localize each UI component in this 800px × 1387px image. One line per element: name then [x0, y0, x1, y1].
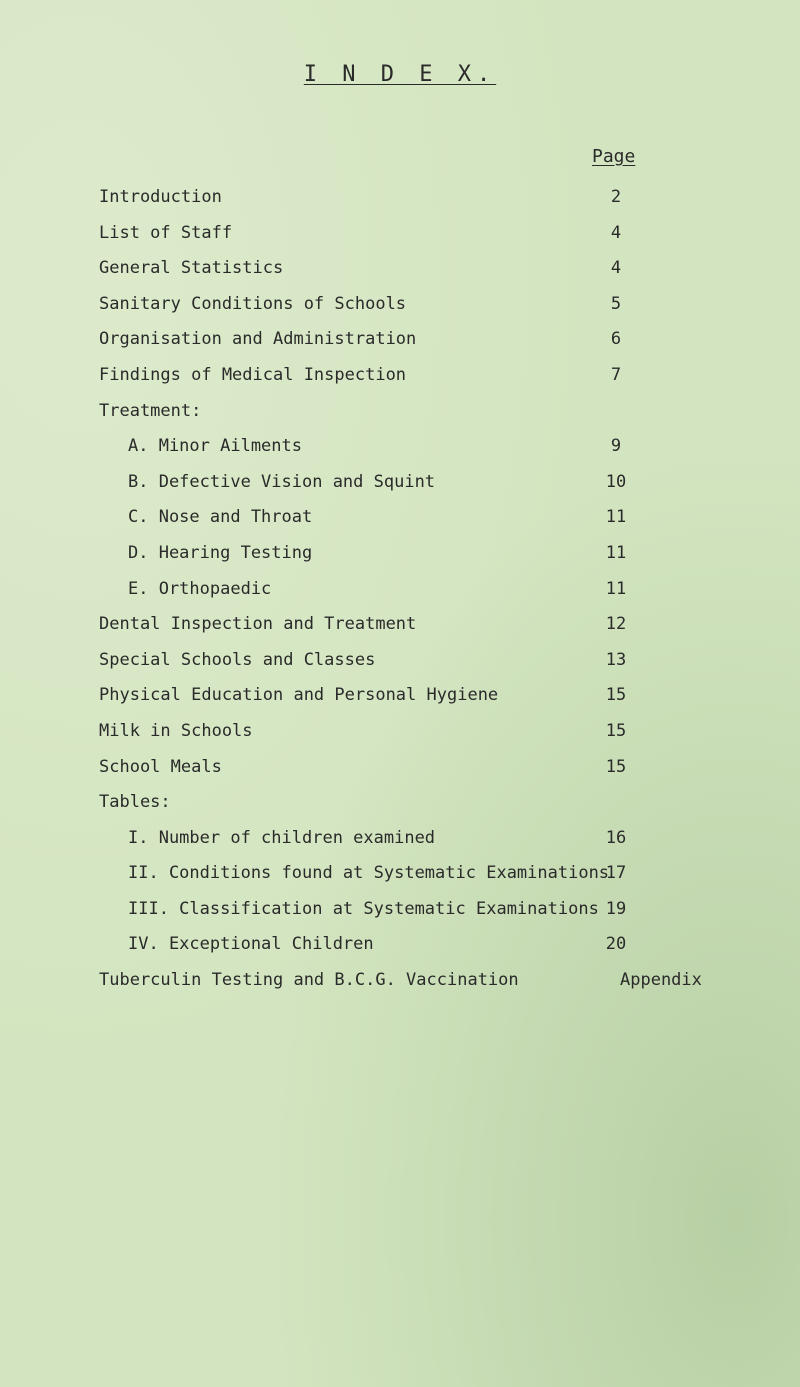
entry-label: Introduction — [99, 187, 222, 207]
entry-page: 11 — [605, 542, 627, 563]
index-entry — [0, 651, 800, 687]
entry-page: 15 — [605, 685, 627, 706]
entry-label: Physical Education and Personal Hygiene — [99, 685, 499, 706]
entry-page: 2 — [610, 187, 622, 207]
entry-page: 17 — [605, 863, 627, 884]
index-title-text: I N D E X. — [303, 62, 497, 87]
page-column-heading: Page — [592, 146, 636, 167]
entry-label: III. Classification at Systematic Examinations — [128, 898, 599, 919]
index-entry — [0, 758, 800, 794]
index-title — [0, 62, 800, 87]
entry-label: B. Defective Vision and Squint — [128, 471, 436, 492]
entry-page: 20 — [605, 934, 627, 955]
entry-page: 19 — [605, 898, 627, 919]
index-entry — [0, 508, 800, 544]
index-entry — [0, 971, 800, 1007]
index-entry — [0, 366, 800, 402]
entry-page: 4 — [610, 222, 622, 243]
entry-label: Sanitary Conditions of Schools — [99, 293, 407, 314]
index-entry — [0, 935, 800, 971]
entry-label: Tuberculin Testing and B.C.G. Vaccination — [99, 970, 519, 991]
entry-label: Organisation and Administration — [99, 329, 417, 350]
index-entry — [0, 829, 800, 865]
entry-label: General Statistics — [99, 258, 284, 279]
entry-label: Milk in Schools — [99, 720, 253, 741]
entry-label: E. Orthopaedic — [128, 578, 272, 599]
index-entry — [0, 580, 800, 616]
index-section-heading — [0, 402, 800, 438]
entry-page: 12 — [605, 614, 627, 635]
index-entry — [0, 615, 800, 651]
index-entry — [0, 437, 800, 473]
entry-page: 5 — [610, 293, 622, 314]
index-entry — [0, 900, 800, 936]
index-entry — [0, 473, 800, 509]
entry-label: Findings of Medical Inspection — [99, 364, 407, 385]
entry-label: I. Number of children examined — [128, 827, 436, 848]
entry-page: Appendix — [620, 970, 702, 991]
index-section-heading — [0, 793, 800, 829]
entry-page: 4 — [610, 258, 622, 279]
index-entry — [0, 686, 800, 722]
index-entry — [0, 188, 800, 224]
entry-label: Dental Inspection and Treatment — [99, 614, 417, 635]
index-entry — [0, 295, 800, 331]
entry-label: School Meals — [99, 756, 222, 777]
index-entry — [0, 864, 800, 900]
index-entry — [0, 330, 800, 366]
entry-label: II. Conditions found at Systematic Examinations — [128, 863, 610, 884]
entry-page: 16 — [605, 827, 627, 848]
entry-page: 15 — [605, 720, 627, 741]
entry-page: 7 — [610, 364, 622, 385]
entry-label: Special Schools and Classes — [99, 649, 376, 670]
entry-label: A. Minor Ailments — [128, 436, 302, 457]
index-entry — [0, 722, 800, 758]
entry-label: List of Staff — [99, 222, 233, 243]
entry-page: 15 — [605, 756, 627, 777]
entry-label: IV. Exceptional Children — [128, 934, 374, 955]
entry-page: 9 — [610, 436, 622, 457]
entry-page: 13 — [605, 649, 627, 670]
entry-label: D. Hearing Testing — [128, 542, 313, 563]
entry-label: Tables: — [99, 792, 171, 813]
index-entry — [0, 224, 800, 260]
entry-label: C. Nose and Throat — [128, 507, 313, 528]
index-entries — [0, 188, 800, 1007]
entry-page: 10 — [605, 471, 627, 492]
entry-page: 11 — [605, 578, 627, 599]
index-entry — [0, 259, 800, 295]
index-entry — [0, 544, 800, 580]
entry-label: Treatment: — [99, 400, 202, 421]
entry-page: 6 — [610, 329, 622, 350]
entry-page: 11 — [605, 507, 627, 528]
